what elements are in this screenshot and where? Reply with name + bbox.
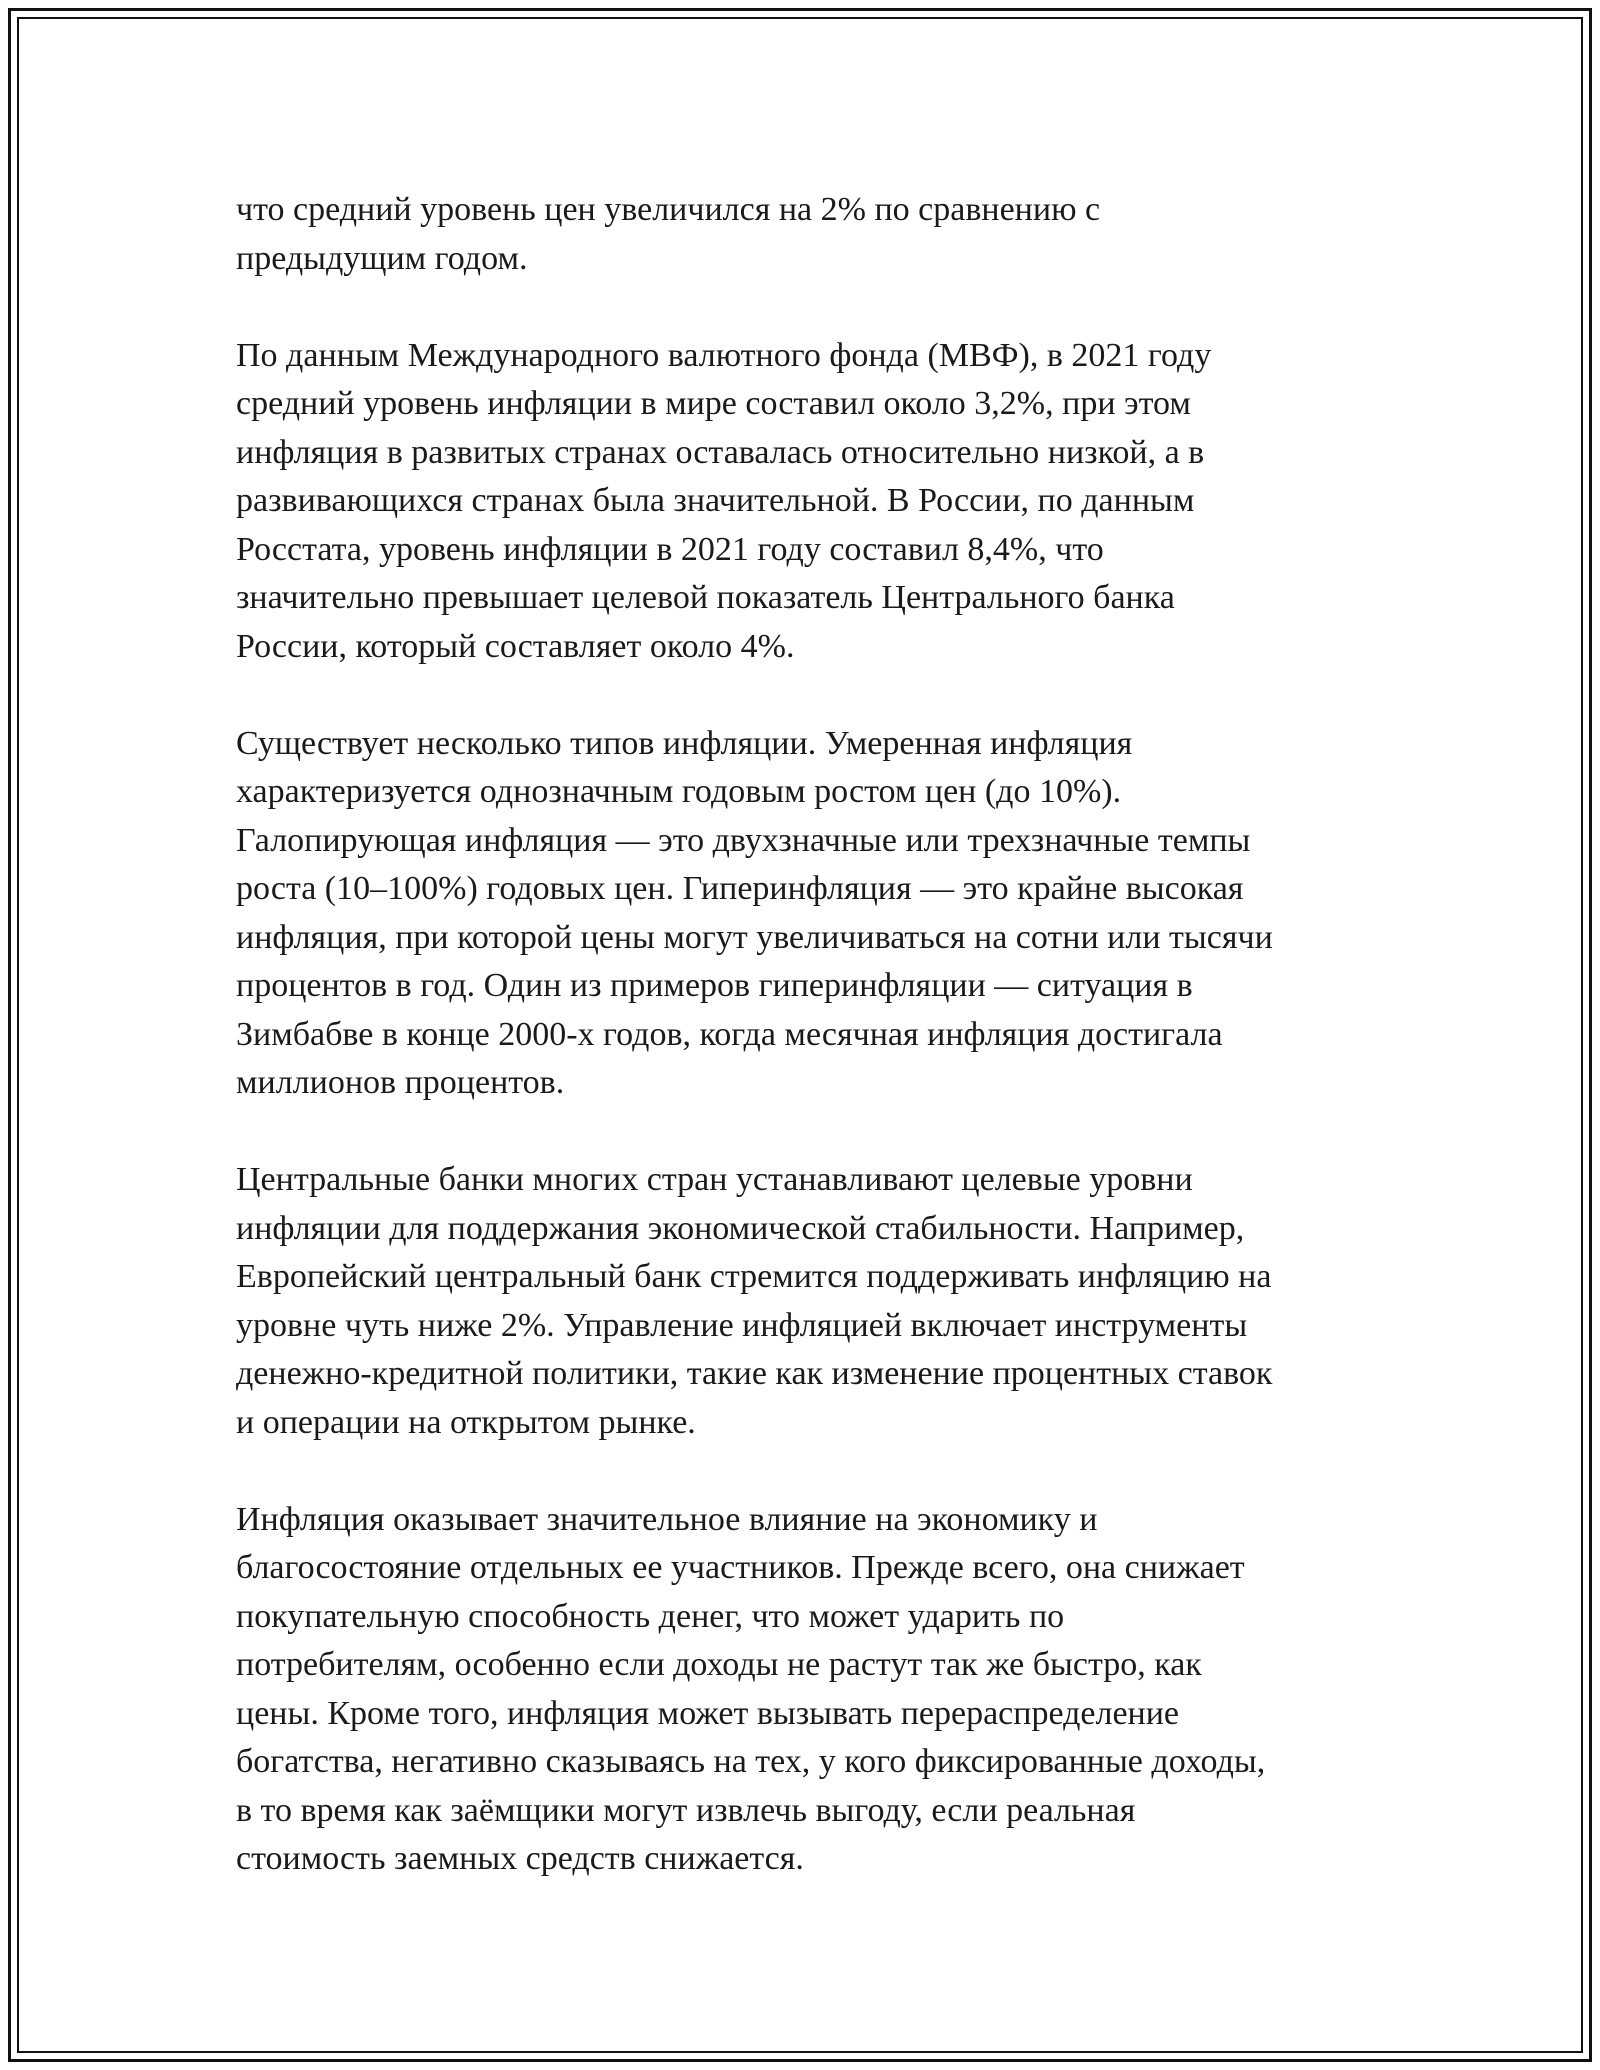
document-body bbox=[236, 186, 1371, 1884]
paragraph-inflation-types: Существует несколько типов инфляции. Умеренная инфляция характеризуется однозначным годовым ростом цен (до 10%). Галопирующая инфляция — это двухзначные или трехзначные темпы роста (10–100%) годовых цен. Гиперинфляция — это крайне высокая инфляция, при которой цены могут увеличиваться на сотни или тысячи процентов в год. Один из примеров гиперинфляции — ситуация в Зимбабве в конце 2000-х годов, когда месячная инфляция достигала миллионов процентов. bbox=[236, 724, 1273, 1101]
paragraph-price-level: что средний уровень цен увеличился на 2% по сравнению с предыдущим годом. bbox=[236, 191, 1101, 277]
paragraph-economic-impact: Инфляция оказывает значительное влияние на экономику и благосостояние отдельных ее участников. Прежде всего, она снижает покупательную способность денег, что может ударить по потребителям, особенно если доходы не растут так же быстро, как цены. Кроме того, инфляция может вызывать перераспределение богатства, негативно сказываясь на тех, у кого фиксированные доходы, в то время как заёмщики могут извлечь выгоду, если реальная стоимость заемных средств снижается. bbox=[236, 1500, 1266, 1877]
paragraph-central-banks: Центральные банки многих стран устанавливают целевые уровни инфляции для поддержания экономической стабильности. Например, Европейский центральный банк стремится поддерживать инфляцию на уровне чуть ниже 2%. Управление инфляцией включает инструменты денежно-кредитной политики, такие как изменение процентных ставок и операции на открытом рынке. bbox=[236, 1161, 1273, 1441]
paragraph-imf-data: По данным Международного валютного фонда (МВФ), в 2021 году средний уровень инфляции в мире составил около 3,2%, при этом инфляция в развитых странах оставалась относительно низкой, а в развивающихся странах была значительной. В России, по данным Росстата, уровень инфляции в 2021 году составил 8,4%, что значительно превышает целевой показатель Центрального банка России, который составляет около 4%. bbox=[236, 336, 1212, 665]
